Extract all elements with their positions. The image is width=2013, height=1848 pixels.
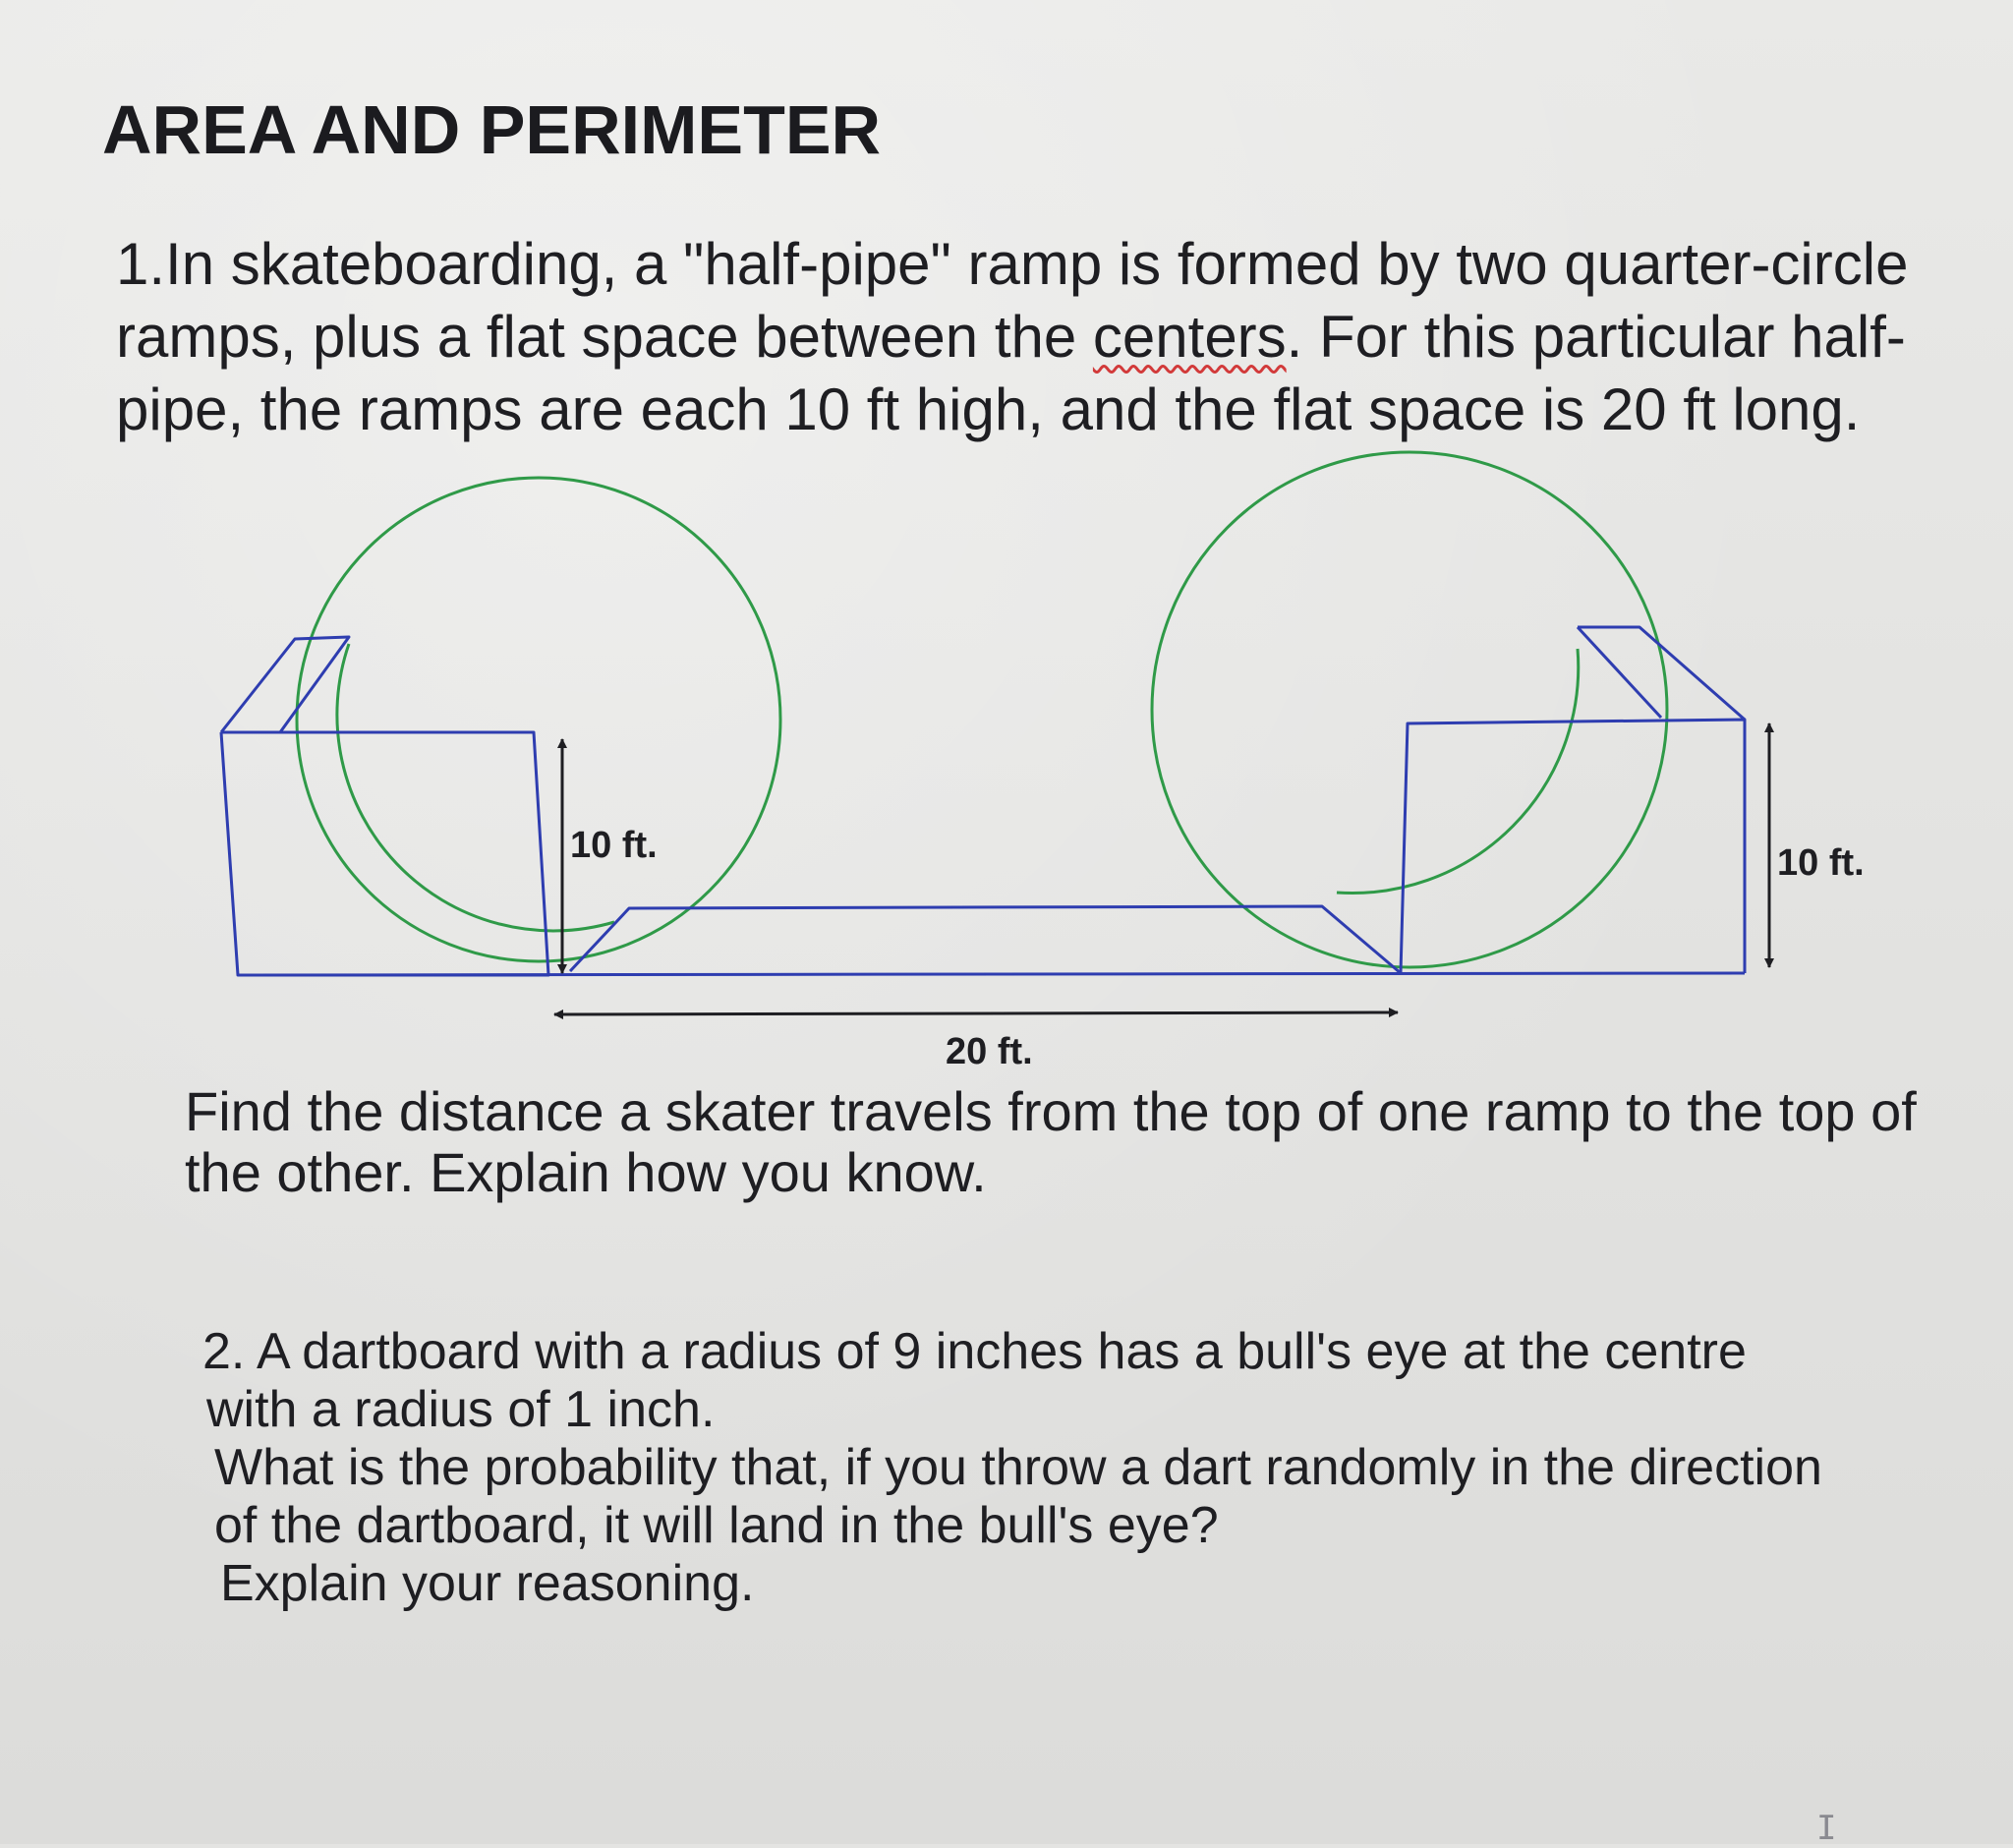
right-block-top-edge (1578, 627, 1661, 718)
right-ramp-arc (1337, 649, 1579, 894)
question-2-line-5: Explain your reasoning. (220, 1555, 755, 1612)
right-block-top (1578, 627, 1745, 720)
flat-slab-bottom (238, 973, 1745, 975)
left-block-front (221, 732, 548, 975)
question-2-line-4: of the dartboard, it will land in the bull's eye? (214, 1497, 1219, 1554)
question-2-line-3: What is the probability that, if you throw a dart randomly in the direction (214, 1439, 1822, 1496)
right-block-front (1401, 720, 1745, 973)
question-1-line-2-end: . For this particular half- (1286, 304, 1906, 370)
page-title: AREA AND PERIMETER (102, 91, 882, 168)
left-ramp-arc (337, 644, 614, 931)
question-1-line-3: pipe, the ramps are each 10 ft high, and the flat space is 20 ft long. (116, 376, 1861, 442)
length-arrow (554, 1012, 1398, 1014)
right-construction-circle (1152, 452, 1667, 967)
half-pipe-outline (221, 627, 1745, 975)
left-block-top (221, 637, 349, 732)
question-1-line-2-start: ramps, plus a flat space between the (116, 304, 1093, 370)
right-height-label: 10 ft. (1777, 842, 1865, 884)
question-1-prompt-line-2: the other. Explain how you know. (185, 1141, 987, 1203)
text-cursor-icon: I (1816, 1809, 1837, 1848)
question-2-line-1: 2. A dartboard with a radius of 9 inches has a bull's eye at the centre (202, 1323, 1747, 1380)
length-label: 20 ft. (946, 1031, 1033, 1072)
question-1-prompt-line-1: Find the distance a skater travels from the top of one ramp to the top of (185, 1080, 1917, 1142)
spellcheck-flagged-word[interactable]: centers (1092, 304, 1287, 370)
flat-slab-top (570, 906, 1401, 973)
question-1-line-1: 1.In skateboarding, a "half-pipe" ramp is formed by two quarter-circle (116, 231, 1909, 297)
left-construction-circle (297, 478, 780, 961)
left-height-label: 10 ft. (570, 825, 658, 866)
question-2-text (202, 1323, 1822, 1613)
question-1-prompt (185, 1081, 1917, 1203)
question-2-line-2: with a radius of 1 inch. (206, 1381, 716, 1438)
